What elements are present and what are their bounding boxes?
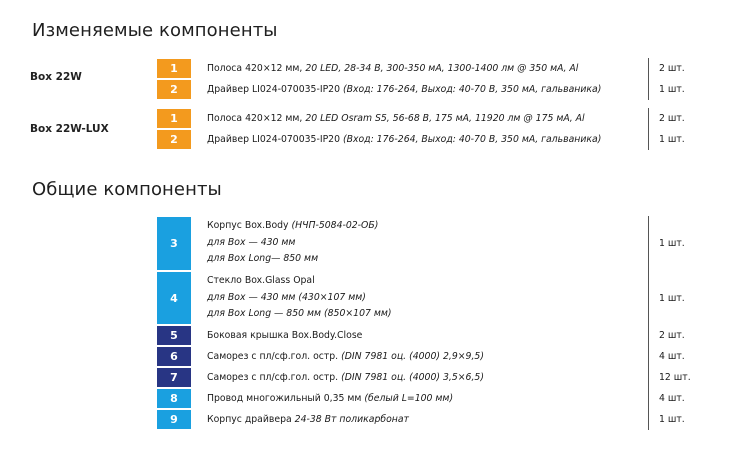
item-description — [207, 113, 585, 124]
item-quantity: 1 шт. — [659, 84, 685, 95]
item-number-badge: 8 — [157, 389, 191, 408]
item-main-text: Провод многожильный 0,35 мм — [207, 393, 365, 404]
item-quantity: 1 шт. — [659, 134, 685, 145]
item-quantity: 2 шт. — [659, 113, 685, 124]
item-number-badge: 6 — [157, 347, 191, 366]
item-main-text: Стекло Box.Glass Opal — [207, 275, 315, 286]
item-quantity: 12 шт. — [659, 372, 691, 383]
item-detail-text: (Вход: 176-264, Выход: 40-70 В, 350 мА, гальваника) — [342, 84, 602, 95]
item-quantity: 2 шт. — [659, 330, 685, 341]
item-number-badge: 2 — [157, 80, 191, 99]
quantity-divider — [648, 216, 649, 430]
item-description — [207, 414, 409, 425]
item-number-badge: 3 — [157, 217, 191, 270]
item-description — [207, 330, 362, 341]
changeable-section-title: Изменяемые компоненты — [32, 20, 278, 41]
item-description — [207, 84, 601, 95]
item-detail-text: (Вход: 176-264, Выход: 40-70 В, 350 мА, гальваника) — [342, 134, 602, 145]
item-detail-text: 24-38 Вт поликарбонат — [294, 414, 409, 425]
item-number-badge: 5 — [157, 326, 191, 345]
item-description — [207, 218, 378, 268]
item-detail-text: (НЧП-5084-02-ОБ) — [291, 220, 379, 231]
item-number-badge: 1 — [157, 109, 191, 128]
item-description — [207, 351, 484, 362]
item-main-text: Полоса 420×12 мм, — [207, 113, 306, 124]
item-variant-line: для Box — 430 мм — [207, 236, 296, 248]
item-number-badge: 1 — [157, 59, 191, 78]
item-quantity: 4 шт. — [659, 351, 685, 362]
item-description — [207, 393, 453, 404]
item-main-text: Боковая крышка Box.Body.Close — [207, 330, 363, 341]
item-number-badge: 4 — [157, 272, 191, 324]
quantity-divider — [648, 58, 649, 100]
item-main-text: Драйвер LI024-070035-IP20 — [207, 84, 343, 95]
group-name-box-22w: Box 22W — [30, 71, 82, 83]
item-description — [207, 273, 392, 323]
item-main-text: Саморез с пл/сф.гол. остр. — [207, 372, 342, 383]
item-detail-text: (DIN 7981 оц. (4000) 2,9×9,5) — [341, 351, 484, 362]
item-description — [207, 63, 578, 74]
item-quantity: 1 шт. — [659, 238, 685, 249]
item-quantity: 1 шт. — [659, 414, 685, 425]
item-main-text: Корпус драйвера — [207, 414, 295, 425]
quantity-divider — [648, 108, 649, 150]
item-detail-text: (DIN 7981 оц. (4000) 3,5×6,5) — [341, 372, 484, 383]
item-number-badge: 9 — [157, 410, 191, 429]
item-detail-text: (белый L=100 мм) — [364, 393, 454, 404]
item-main-text: Драйвер LI024-070035-IP20 — [207, 134, 343, 145]
item-quantity: 1 шт. — [659, 293, 685, 304]
item-detail-text: 20 LED Osram S5, 56-68 В, 175 мА, 11920 лм @ 175 мА, Al — [305, 113, 585, 124]
item-main-text: Корпус Box.Body — [207, 220, 292, 231]
common-section-title: Общие компоненты — [32, 179, 222, 200]
item-detail-text: 20 LED, 28-34 В, 300-350 мА, 1300-1400 лм @ 350 мА, Al — [305, 63, 579, 74]
item-quantity: 2 шт. — [659, 63, 685, 74]
item-variant-line: для Box Long — 850 мм (850×107 мм) — [207, 308, 392, 319]
item-quantity: 4 шт. — [659, 393, 685, 404]
item-description — [207, 372, 484, 383]
item-main-text: Саморез с пл/сф.гол. остр. — [207, 351, 342, 362]
item-number-badge: 2 — [157, 130, 191, 149]
item-description — [207, 134, 601, 145]
group-name-box-22w-lux: Box 22W-LUX — [30, 123, 109, 135]
item-number-badge: 7 — [157, 368, 191, 387]
item-variant-line: для Box — 430 мм (430×107 мм) — [207, 291, 366, 303]
item-variant-line: для Box Long— 850 мм — [207, 253, 319, 264]
item-main-text: Полоса 420×12 мм, — [207, 63, 306, 74]
